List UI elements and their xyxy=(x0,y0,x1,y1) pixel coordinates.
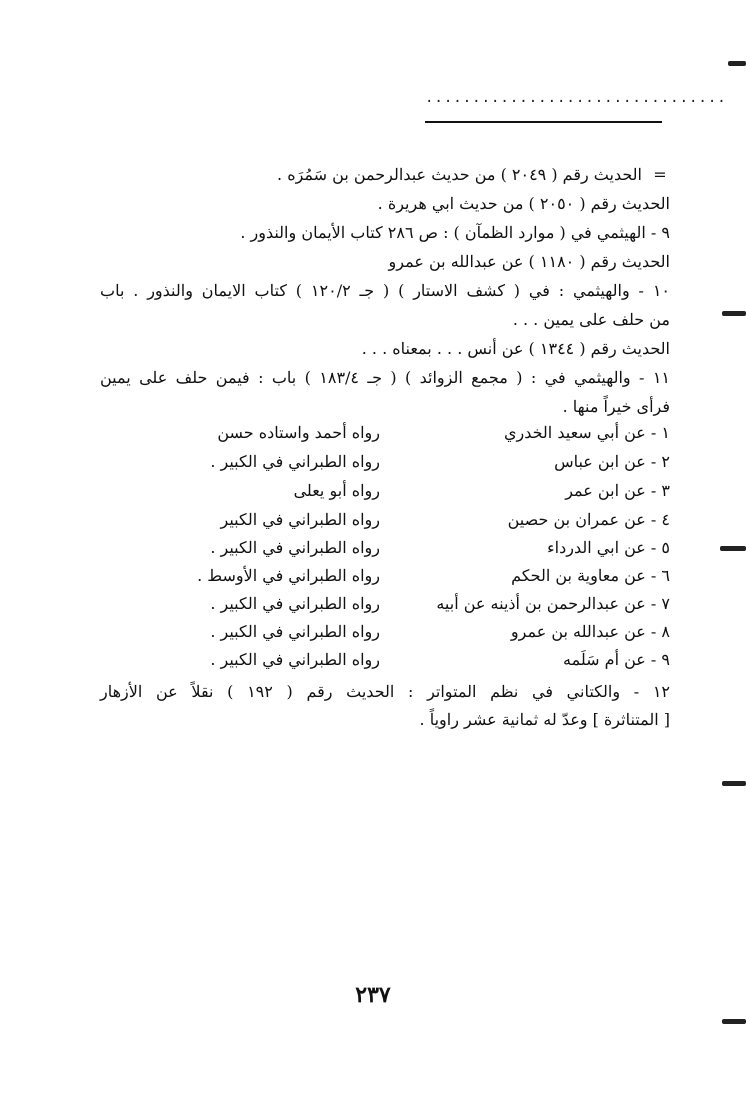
narration-source: رواه أبو يعلى xyxy=(293,481,380,500)
narration-source: رواه الطبراني في الكبير . xyxy=(210,650,380,669)
narrator-name: ٢ - عن ابن عباس xyxy=(554,452,670,471)
text-line: [ المتناثرة ] وعدّ له ثمانية عشر راوياً . xyxy=(419,710,670,729)
narration-source: رواه الطبراني في الكبير . xyxy=(210,452,380,471)
text-line: فرأى خيراً منها . xyxy=(562,397,670,416)
text-line: ٩ - الهيثمي في ( موارد الظمآن ) : ص ٢٨٦ كتاب الأيمان والنذور . xyxy=(240,223,670,242)
narrator-name: ٤ - عن عمران بن حصين xyxy=(507,510,670,529)
text-line: ١١ - والهيثمي في : ( مجمع الزوائد ) ( جـ ١٨٣/٤ ) باب : فيمن حلف على يمين xyxy=(100,368,670,387)
text-line: الحديث رقم ( ٢٠٤٩ ) من حديث عبدالرحمن بن سَمُرَه . xyxy=(277,165,642,184)
page-number: ٢٣٧ xyxy=(355,982,391,1008)
running-header-dots: ................................ xyxy=(425,90,727,106)
text-line: الحديث رقم ( ٢٠٥٠ ) من حديث ابي هريرة . xyxy=(377,194,670,213)
scan-edge-mark xyxy=(720,546,746,551)
scan-edge-mark xyxy=(722,311,746,316)
narration-source: رواه الطبراني في الكبير . xyxy=(210,594,380,613)
text-line: الحديث رقم ( ١١٨٠ ) عن عبدالله بن عمرو xyxy=(388,252,670,271)
narration-source: رواه أحمد واستاده حسن xyxy=(217,423,380,442)
continuation-marker: = xyxy=(653,165,667,184)
narration-source: رواه الطبراني في الأوسط . xyxy=(197,566,380,585)
narration-source: رواه الطبراني في الكبير . xyxy=(210,622,380,641)
narrator-name: ٧ - عن عبدالرحمن بن أذينه عن أبيه xyxy=(436,594,670,613)
text-line: من حلف على يمين . . . xyxy=(512,310,670,329)
narration-source: رواه الطبراني في الكبير . xyxy=(210,538,380,557)
text-line: ١٢ - والكتاني في نظم المتواتر : الحديث رقم ( ١٩٢ ) نقلاً عن الأزهار xyxy=(100,682,670,701)
scan-edge-mark xyxy=(728,61,746,66)
text-line: ١٠ - والهيثمي : في ( كشف الاستار ) ( جـ ١٢٠/٢ ) كتاب الايمان والنذور . باب xyxy=(100,281,670,300)
text-line: الحديث رقم ( ١٣٤٤ ) عن أنس . . . بمعناه . . . xyxy=(361,339,670,358)
narrator-name: ٣ - عن ابن عمر xyxy=(565,481,670,500)
scan-edge-mark xyxy=(722,781,746,786)
narrator-name: ٦ - عن معاوية بن الحكم xyxy=(511,566,670,585)
narrator-name: ١ - عن أبي سعيد الخدري xyxy=(503,423,670,442)
narrator-name: ٨ - عن عبدالله بن عمرو xyxy=(510,622,670,641)
scan-edge-mark xyxy=(722,1019,746,1024)
header-rule xyxy=(425,121,662,123)
narration-source: رواه الطبراني في الكبير xyxy=(220,510,380,529)
narrator-name: ٩ - عن أم سَلَمه xyxy=(563,650,670,669)
narrator-name: ٥ - عن ابي الدرداء xyxy=(547,538,670,557)
